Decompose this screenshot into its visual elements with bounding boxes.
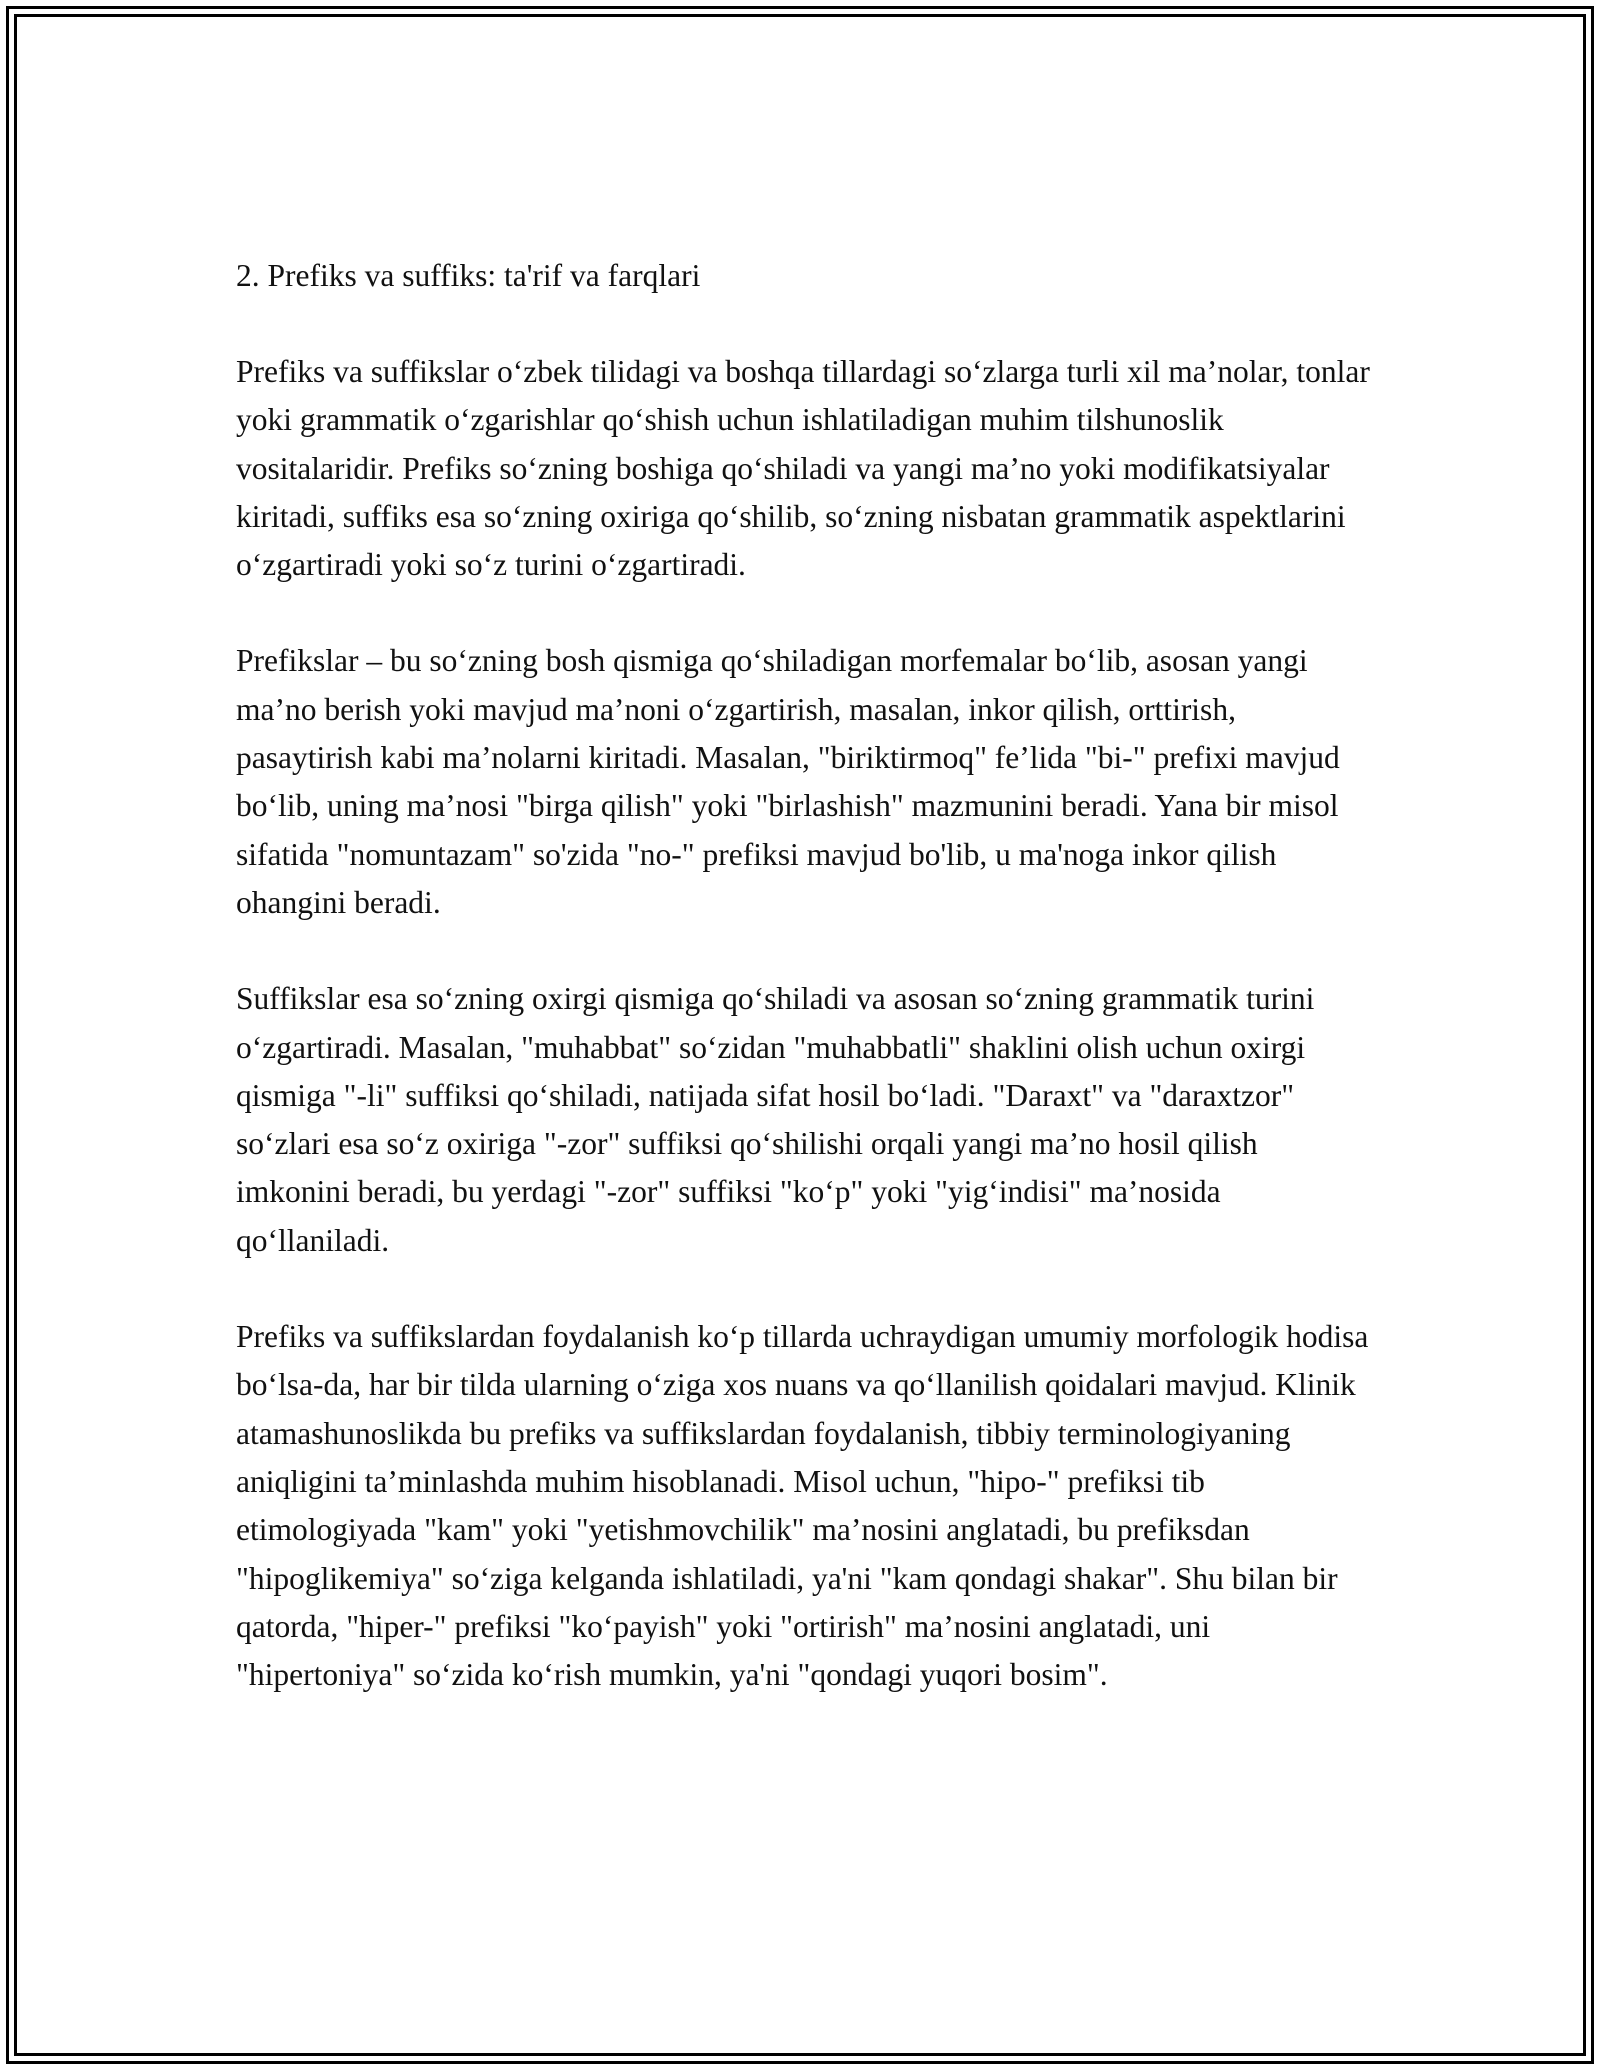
section-title: 2. Prefiks va suffiks: ta'rif va farqlari <box>236 258 701 293</box>
document-body <box>236 252 1376 1699</box>
paragraph-usage: Prefiks va suffikslardan foydalanish ko‘p tillarda uchraydigan umumiy morfologik hodisa bo‘lsa-da, har bir tilda ularning o‘ziga xos nuans va qo‘llanilish qoidalari mavjud. Klinik atamashunoslikda bu prefiks va suffikslardan foydalanish, tibbiy terminologiyaning aniqligini ta’minlashda muhim hisoblanadi. Misol uchun, "hipo-" prefiksi tib etimologiyada "kam" yoki "yetishmovchilik" ma’nosini anglatadi, bu prefiksdan "hipoglikemiya" so‘ziga kelganda ishlatiladi, ya'ni "kam qondagi shakar". Shu bilan bir qatorda, "hiper-" prefiksi "ko‘payish" yoki "ortirish" ma’nosini anglatadi, uni "hipertoniya" so‘zida ko‘rish mumkin, ya'ni "qondagi yuqori bosim". <box>236 1319 1369 1693</box>
paragraph-definition: Prefiks va suffikslar o‘zbek tilidagi va boshqa tillardagi so‘zlarga turli xil ma’nolar, tonlar yoki grammatik o‘zgarishlar qo‘shish uchun ishlatiladigan muhim tilshunoslik vositalaridir. Prefiks so‘zning boshiga qo‘shiladi va yangi ma’no yoki modifikatsiyalar kiritadi, suffiks esa so‘zning oxiriga qo‘shilib, so‘zning nisbatan grammatik aspektlarini o‘zgartiradi yoki so‘z turini o‘zgartiradi. <box>236 354 1370 583</box>
paragraph-suffixes: Suffikslar esa so‘zning oxirgi qismiga qo‘shiladi va asosan so‘zning grammatik turini o‘zgartiradi. Masalan, "muhabbat" so‘zidan "muhabbatli" shaklini olish uchun oxirgi qismiga "-li" suffiksi qo‘shiladi, natijada sifat hosil bo‘ladi. "Daraxt" va "daraxtzor" so‘zlari esa so‘z oxiriga "-zor" suffiksi qo‘shilishi orqali yangi ma’no hosil qilish imkonini beradi, bu yerdagi "-zor" suffiksi "ko‘p" yoki "yig‘indisi" ma’nosida qo‘llaniladi. <box>236 981 1315 1258</box>
paragraph-prefixes: Prefikslar – bu so‘zning bosh qismiga qo‘shiladigan morfemalar bo‘lib, asosan yangi ma’no berish yoki mavjud ma’noni o‘zgartirish, masalan, inkor qilish, orttirish, pasaytirish kabi ma’nolarni kiritadi. Masalan, "biriktirmoq" fe’lida "bi-" prefixi mavjud bo‘lib, uning ma’nosi "birga qilish" yoki "birlashish" mazmunini beradi. Yana bir misol sifatida "nomuntazam" so'zida "no-" prefiksi mavjud bo'lib, u ma'noga inkor qilish ohangini beradi. <box>236 643 1340 920</box>
